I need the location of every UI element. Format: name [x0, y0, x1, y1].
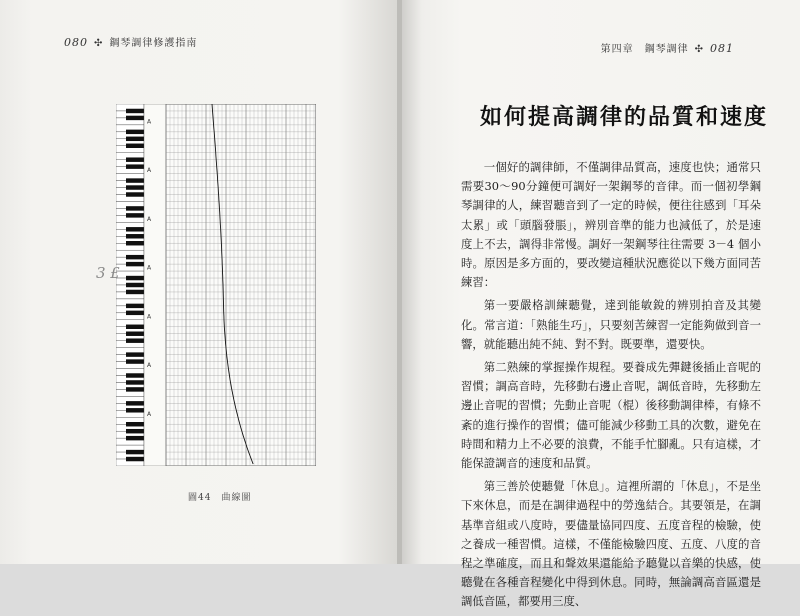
note-label: A	[147, 118, 152, 126]
piano-black-key	[126, 352, 144, 356]
piano-black-key	[126, 276, 144, 280]
piano-black-key	[126, 178, 144, 182]
header-ornament-icon: ✣	[94, 38, 104, 49]
paragraph-intro: 一個好的調律師，不僅調律品質高，速度也快；通常只需要30～90分鐘便可調好一架鋼琴的音律。而一個初學鋼琴調律的人，練習聽音到了一定的時候，便往往感到「耳朵太累」或「頭腦發脹」，辨別音準的能力也減低了，於是速度上不去，調得非常慢。調好一架鋼琴往往需要 3－4 個小時。原因是多方面的，要改變這種狀況應從以下幾方面同苦練習：	[461, 160, 761, 290]
piano-black-key	[126, 241, 144, 245]
paragraph-second: 第二熟練的掌握操作規程。要養成先彈鍵後插止音呢的習慣；調高音時，先移動右邊止音呢，調低音時，先移動左邊止音呢的習慣；先動止音呢（棍）後移動調律棒，有條不紊的進行操作的習慣；儘可能減少移動工具的次數，避免在時間和精力上不必要的浪費，不能手忙腳亂。只有這樣，才能保證調音的速度和品質。	[461, 360, 761, 471]
left-running-title: 鋼琴調律修護指南	[109, 38, 198, 49]
piano-black-key	[126, 109, 144, 113]
piano-black-key	[126, 185, 144, 189]
right-page-number: 081	[710, 42, 734, 55]
left-page	[0, 0, 398, 564]
note-label: A	[147, 167, 152, 175]
figure-caption: 圖44 曲線圖	[188, 493, 252, 503]
piano-black-key	[126, 380, 144, 384]
piano-black-key	[126, 283, 144, 287]
note-label: A	[147, 215, 152, 223]
piano-black-key	[126, 338, 144, 342]
piano-black-key	[126, 325, 144, 329]
piano-black-key	[126, 359, 144, 363]
piano-black-key	[126, 457, 144, 461]
piano-black-key	[126, 116, 144, 120]
note-label: A	[147, 313, 152, 321]
piano-black-key	[126, 429, 144, 433]
piano-black-key	[126, 373, 144, 377]
piano-black-key	[126, 157, 144, 161]
note-label: A	[147, 264, 152, 272]
piano-black-key	[126, 401, 144, 405]
piano-black-key	[126, 422, 144, 426]
note-label: A	[147, 362, 152, 370]
piano-black-key	[126, 213, 144, 217]
piano-black-key	[126, 164, 144, 168]
piano-black-key	[126, 234, 144, 238]
tuning-curve-figure	[116, 104, 316, 466]
left-running-header	[64, 34, 197, 49]
paragraph-third: 第三善於使聽覺「休息」。這裡所謂的「休息」，不是坐下來休息，而是在調律過程中的勞逸結合。其要領是，在調基準音組或八度時，要儘量協同四度、五度音程的檢驗，使之養成一種習慣。這樣，不僅能檢驗四度、五度、八度的音程之準確度，而且和聲效果還能給予聽覺以音樂的快感，使聽覺在各種音程變化中得到休息。同時，無論調高音區還是調低音區，都要用三度、	[461, 479, 761, 609]
header-ornament-icon: ✣	[694, 44, 704, 55]
left-page-number: 080	[64, 36, 88, 49]
pencil-mark: 3 £	[96, 264, 120, 282]
piano-black-key	[126, 130, 144, 134]
piano-black-key	[126, 144, 144, 148]
piano-black-key	[126, 192, 144, 196]
piano-black-key	[126, 450, 144, 454]
piano-black-key	[126, 311, 144, 315]
piano-black-key	[126, 255, 144, 259]
piano-black-key	[126, 227, 144, 231]
right-running-header	[601, 40, 734, 55]
piano-black-key	[126, 387, 144, 391]
note-label: A	[147, 410, 152, 418]
body-text	[461, 158, 761, 616]
piano-black-key	[126, 408, 144, 412]
piano-black-key	[126, 304, 144, 308]
piano-black-key	[126, 262, 144, 266]
piano-black-key	[126, 290, 144, 294]
right-running-title: 第四章 鋼琴調律	[600, 44, 689, 55]
piano-black-key	[126, 436, 144, 440]
paragraph-first: 第一要嚴格訓練聽覺，達到能敏銳的辨別拍音及其變化。常言道：「熟能生巧」，只要刻苦練習一定能夠做到音一響，就能聽出純不純、對不對。既要準，還要快。	[461, 298, 761, 351]
section-title: 如何提高調律的品質和速度	[480, 104, 769, 130]
piano-black-key	[126, 206, 144, 210]
piano-black-key	[126, 332, 144, 336]
piano-black-key	[126, 137, 144, 141]
